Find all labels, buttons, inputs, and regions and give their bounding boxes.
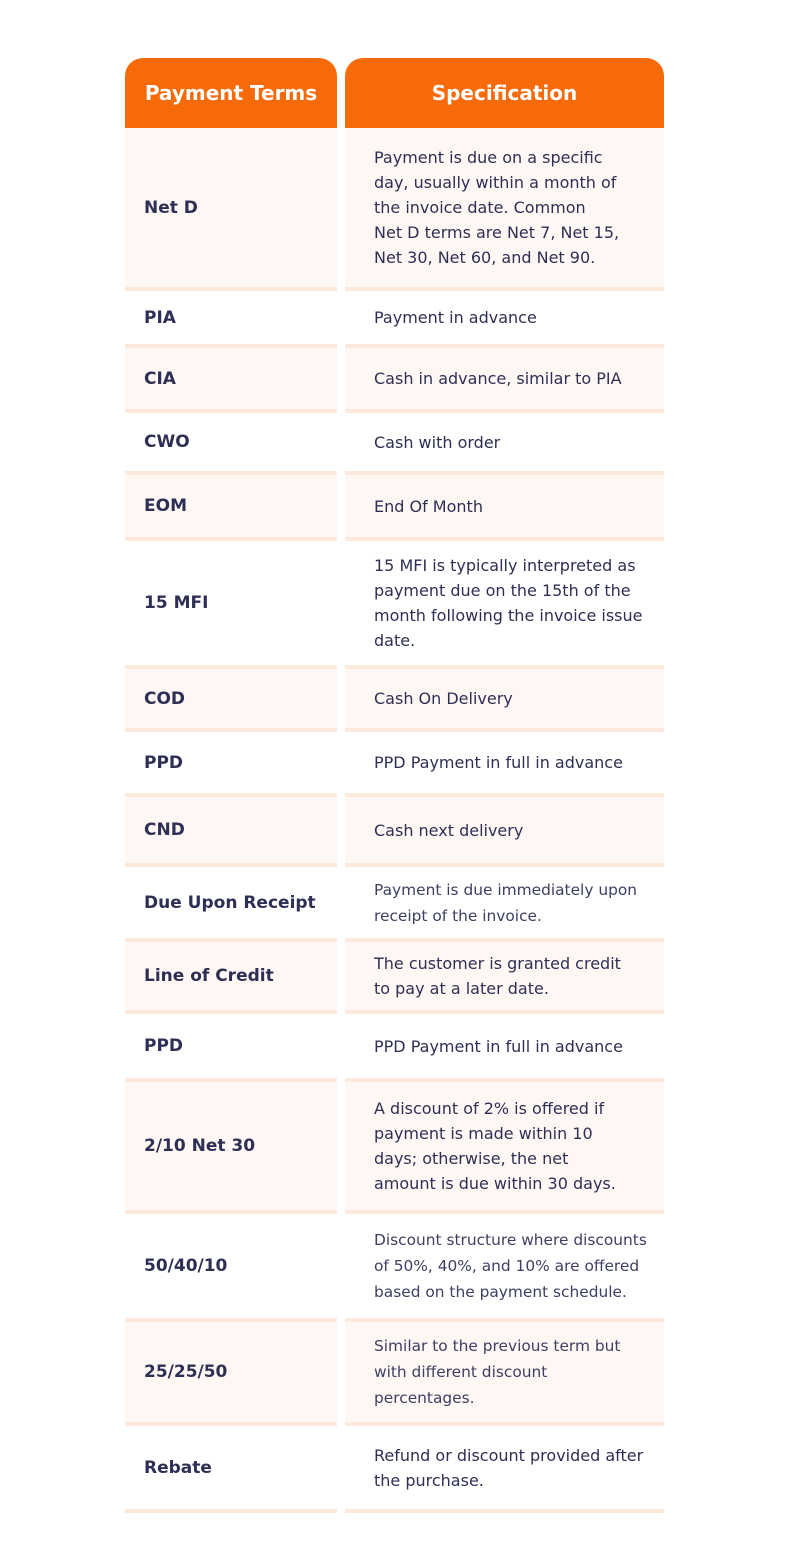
term-cell: PPD	[125, 1014, 337, 1082]
term-cell: Net D	[125, 128, 337, 291]
spec-cell: Payment is due on a specific day, usually within a month of the invoice date. Common Net D terms are Net 7, Net 15, Net 30, Net 60, and Net 90.	[345, 128, 664, 291]
term-cell: 25/25/50	[125, 1322, 337, 1426]
term-cell: PIA	[125, 291, 337, 348]
spec-cell: Cash with order	[345, 413, 664, 475]
table-row	[125, 1214, 664, 1322]
spec-cell: Payment in advance	[345, 291, 664, 348]
spec-cell: End Of Month	[345, 475, 664, 541]
spec-cell: Cash On Delivery	[345, 669, 664, 732]
table-row	[125, 1426, 664, 1513]
payment-terms-table	[125, 58, 664, 1513]
column-header-payment-terms: Payment Terms	[125, 58, 337, 128]
table-row	[125, 867, 664, 942]
spec-cell: PPD Payment in full in advance	[345, 1014, 664, 1082]
term-cell: CND	[125, 797, 337, 867]
term-cell: Rebate	[125, 1426, 337, 1513]
spec-cell: Discount structure where discounts of 50%, 40%, and 10% are offered based on the payment schedule.	[345, 1214, 664, 1322]
spec-cell: Refund or discount provided after the purchase.	[345, 1426, 664, 1513]
spec-cell: 15 MFI is typically interpreted as payment due on the 15th of the month following the invoice issue date.	[345, 541, 664, 669]
table-row	[125, 348, 664, 413]
spec-cell: PPD Payment in full in advance	[345, 732, 664, 797]
spec-cell: Cash next delivery	[345, 797, 664, 867]
term-cell: PPD	[125, 732, 337, 797]
table-row	[125, 732, 664, 797]
term-cell: 2/10 Net 30	[125, 1082, 337, 1214]
table-row	[125, 1322, 664, 1426]
table-row	[125, 1014, 664, 1082]
spec-cell: A discount of 2% is offered if payment is made within 10 days; otherwise, the net amount is due within 30 days.	[345, 1082, 664, 1214]
term-cell: EOM	[125, 475, 337, 541]
term-cell: CIA	[125, 348, 337, 413]
table-row	[125, 413, 664, 475]
table-row	[125, 1082, 664, 1214]
table-row	[125, 797, 664, 867]
table-row	[125, 291, 664, 348]
term-cell: COD	[125, 669, 337, 732]
spec-cell: The customer is granted credit to pay at a later date.	[345, 942, 664, 1014]
spec-cell: Payment is due immediately upon receipt of the invoice.	[345, 867, 664, 942]
term-cell: Due Upon Receipt	[125, 867, 337, 942]
term-cell: CWO	[125, 413, 337, 475]
table-row	[125, 669, 664, 732]
table-row	[125, 541, 664, 669]
column-header-specification: Specification	[345, 58, 664, 128]
spec-cell: Similar to the previous term but with different discount percentages.	[345, 1322, 664, 1426]
term-cell: Line of Credit	[125, 942, 337, 1014]
table-row	[125, 475, 664, 541]
table-row	[125, 942, 664, 1014]
term-cell: 15 MFI	[125, 541, 337, 669]
table-row	[125, 128, 664, 291]
term-cell: 50/40/10	[125, 1214, 337, 1322]
spec-cell: Cash in advance, similar to PIA	[345, 348, 664, 413]
table-header	[125, 58, 664, 128]
